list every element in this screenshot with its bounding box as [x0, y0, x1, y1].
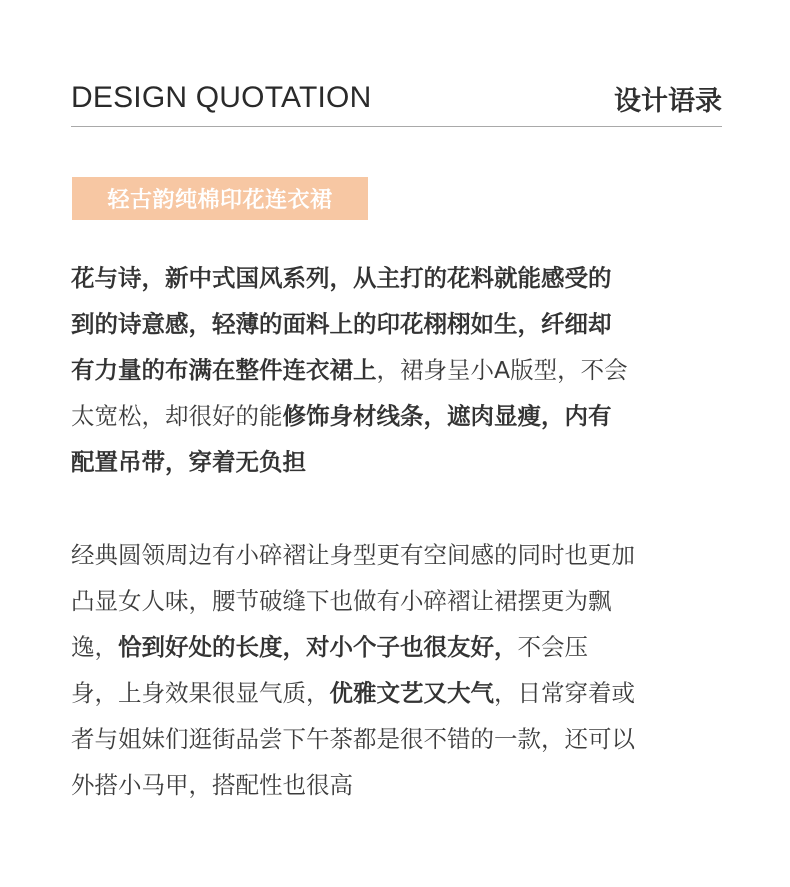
paragraph-text-bold: 恰到好处的长度，对小个子也很友好， — [118, 633, 518, 661]
paragraph-text: 者与姐妹们逛街品尝下午茶都是很不错的一款，还可以 — [71, 725, 635, 753]
paragraph-text-bold: 到的诗意感，轻薄的面料上的 — [71, 310, 377, 338]
paragraph-text-bold: 花与诗，新中式国风系列，从主打的花料就能感受的 — [71, 264, 612, 292]
paragraph-text: 不会压 — [517, 633, 588, 661]
paragraph-text: 逸， — [71, 633, 118, 661]
paragraph-line — [71, 762, 721, 808]
paragraph-line — [71, 439, 721, 485]
paragraph-line — [71, 301, 721, 347]
header-title: DESIGN QUOTATION — [71, 81, 372, 114]
paragraph-line — [71, 393, 721, 439]
paragraph-text-bold: 优雅文艺又大气 — [329, 679, 494, 707]
header-divider — [71, 126, 722, 127]
description-paragraph-2 — [71, 532, 721, 808]
paragraph-line — [71, 624, 721, 670]
paragraph-line — [71, 716, 721, 762]
header-subtitle: 设计语录 — [614, 85, 722, 117]
paragraph-text: 身，上身效果很显气质， — [71, 679, 330, 707]
paragraph-line — [71, 578, 721, 624]
section-header — [71, 78, 722, 118]
paragraph-text: ，日常穿着或 — [494, 679, 635, 707]
paragraph-line — [71, 255, 721, 301]
paragraph-text-bold: 修饰身材线条，遮肉显瘦，内有 — [282, 402, 612, 430]
product-tag-label: 轻古韵纯棉印花连衣裙 — [107, 188, 333, 213]
paragraph-text: 外搭小马甲，搭配性也很高 — [71, 771, 353, 799]
paragraph-text-bold: 配置吊带，穿着无负担 — [71, 448, 306, 476]
paragraph-line — [71, 347, 721, 393]
paragraph-text-bold: 有力量的布满在整件连衣裙上 — [71, 356, 377, 384]
paragraph-text: 太宽松，却很好的能 — [71, 402, 283, 430]
paragraph-text-bold: 印花栩栩如生，纤细却 — [376, 310, 612, 338]
paragraph-line — [71, 670, 721, 716]
paragraph-line — [71, 532, 721, 578]
paragraph-text: 凸显女人味，腰节破缝下也做有小碎褶让裙摆更为飘 — [71, 587, 612, 615]
product-tag — [72, 177, 368, 220]
paragraph-text: ，裙身呈小A版型，不会 — [376, 356, 628, 384]
description-paragraph-1 — [71, 255, 721, 485]
paragraph-text: 经典圆领周边有小碎褶让身型更有空间感的同时也更加 — [71, 541, 635, 569]
